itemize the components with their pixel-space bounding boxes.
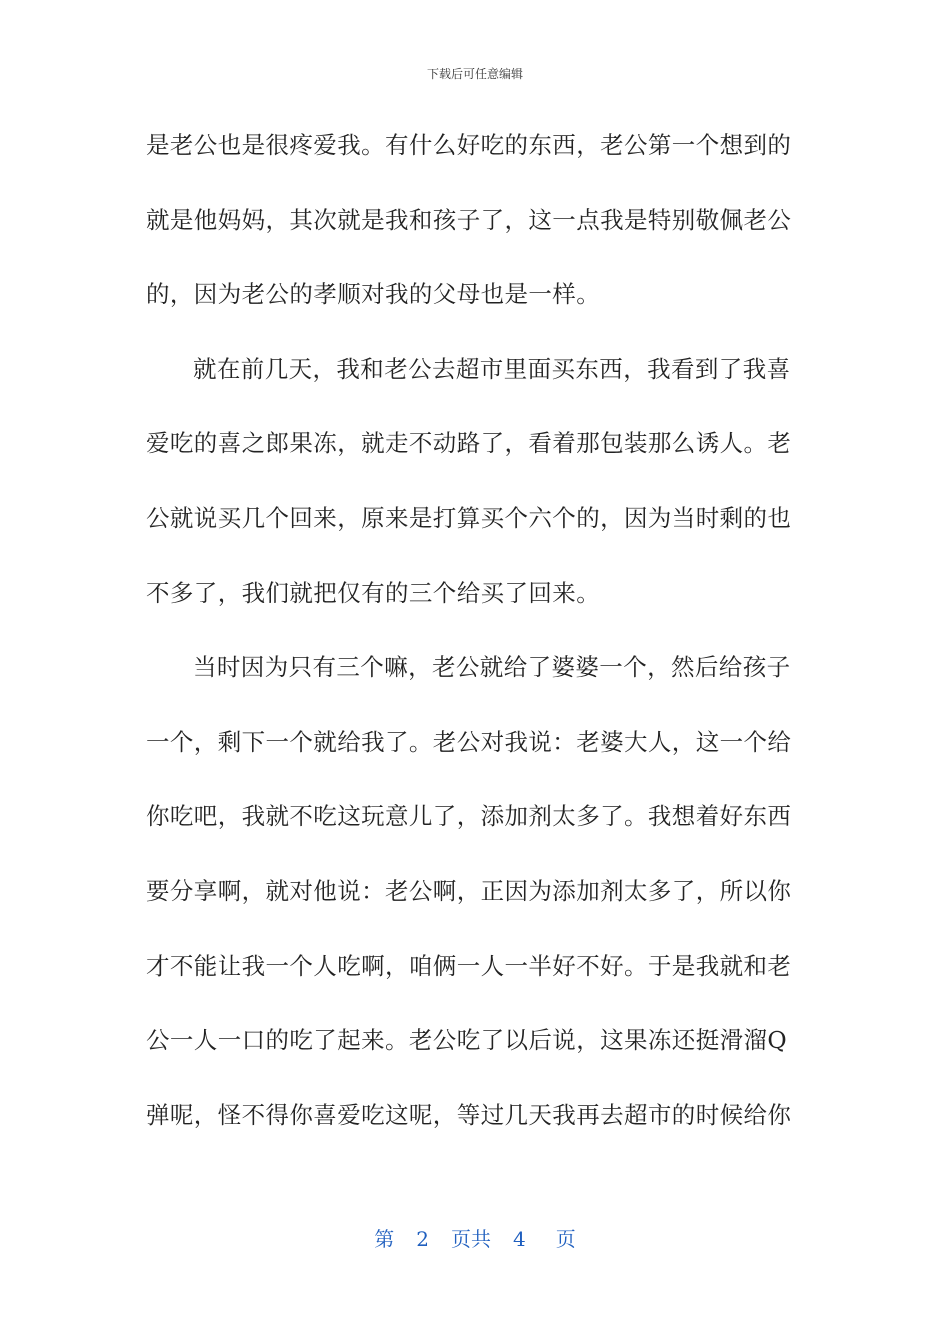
text-line: 是老公也是很疼爱我。有什么好吃的东西，老公第一个想到的: [146, 131, 792, 159]
footer-prefix: 第: [374, 1227, 395, 1251]
text-line: 公一人一口的吃了起来。老公吃了以后说，这果冻还挺滑溜Q: [146, 1026, 788, 1055]
page-header: 下载后可任意编辑: [426, 67, 523, 81]
text-line: 当时因为只有三个嘛，老公就给了婆婆一个，然后给孩子: [193, 653, 791, 682]
text-line: 你吃吧，我就不吃这玩意儿了，添加剂太多了。我想着好东西: [146, 802, 792, 831]
text-line: 要分享啊，就对他说：老公啊，正因为添加剂太多了，所以你: [146, 876, 792, 905]
text-line: 公就说买几个回来，原来是打算买个六个的，因为当时剩的也: [146, 503, 792, 532]
text-line: 弹呢，怪不得你喜爱吃这呢，等过几天我再去超市的时候给你: [146, 1100, 792, 1129]
page-footer: [0, 1226, 950, 1252]
text-line: 就是他妈妈，其次就是我和孩子了，这一点我是特别敬佩老公: [146, 205, 792, 234]
footer-suffix: 页: [555, 1227, 576, 1251]
current-page-number: 2: [416, 1227, 429, 1251]
text-line: 爱吃的喜之郎果冻，就走不动路了，看着那包装那么诱人。老: [146, 429, 792, 458]
total-pages-number: 4: [513, 1227, 526, 1251]
text-line: 才不能让我一个人吃啊，咱俩一人一半好不好。于是我就和老: [146, 951, 792, 980]
text-line: 的，因为老公的孝顺对我的父母也是一样。: [146, 280, 601, 309]
footer-middle: 页共: [451, 1227, 491, 1251]
text-line: 就在前几天，我和老公去超市里面买东西，我看到了我喜: [193, 354, 791, 383]
text-line: 一个，剩下一个就给我了。老公对我说：老婆大人，这一个给: [146, 727, 792, 756]
document-body: [146, 120, 790, 1164]
text-line: 不多了，我们就把仅有的三个给买了回来。: [146, 578, 601, 607]
